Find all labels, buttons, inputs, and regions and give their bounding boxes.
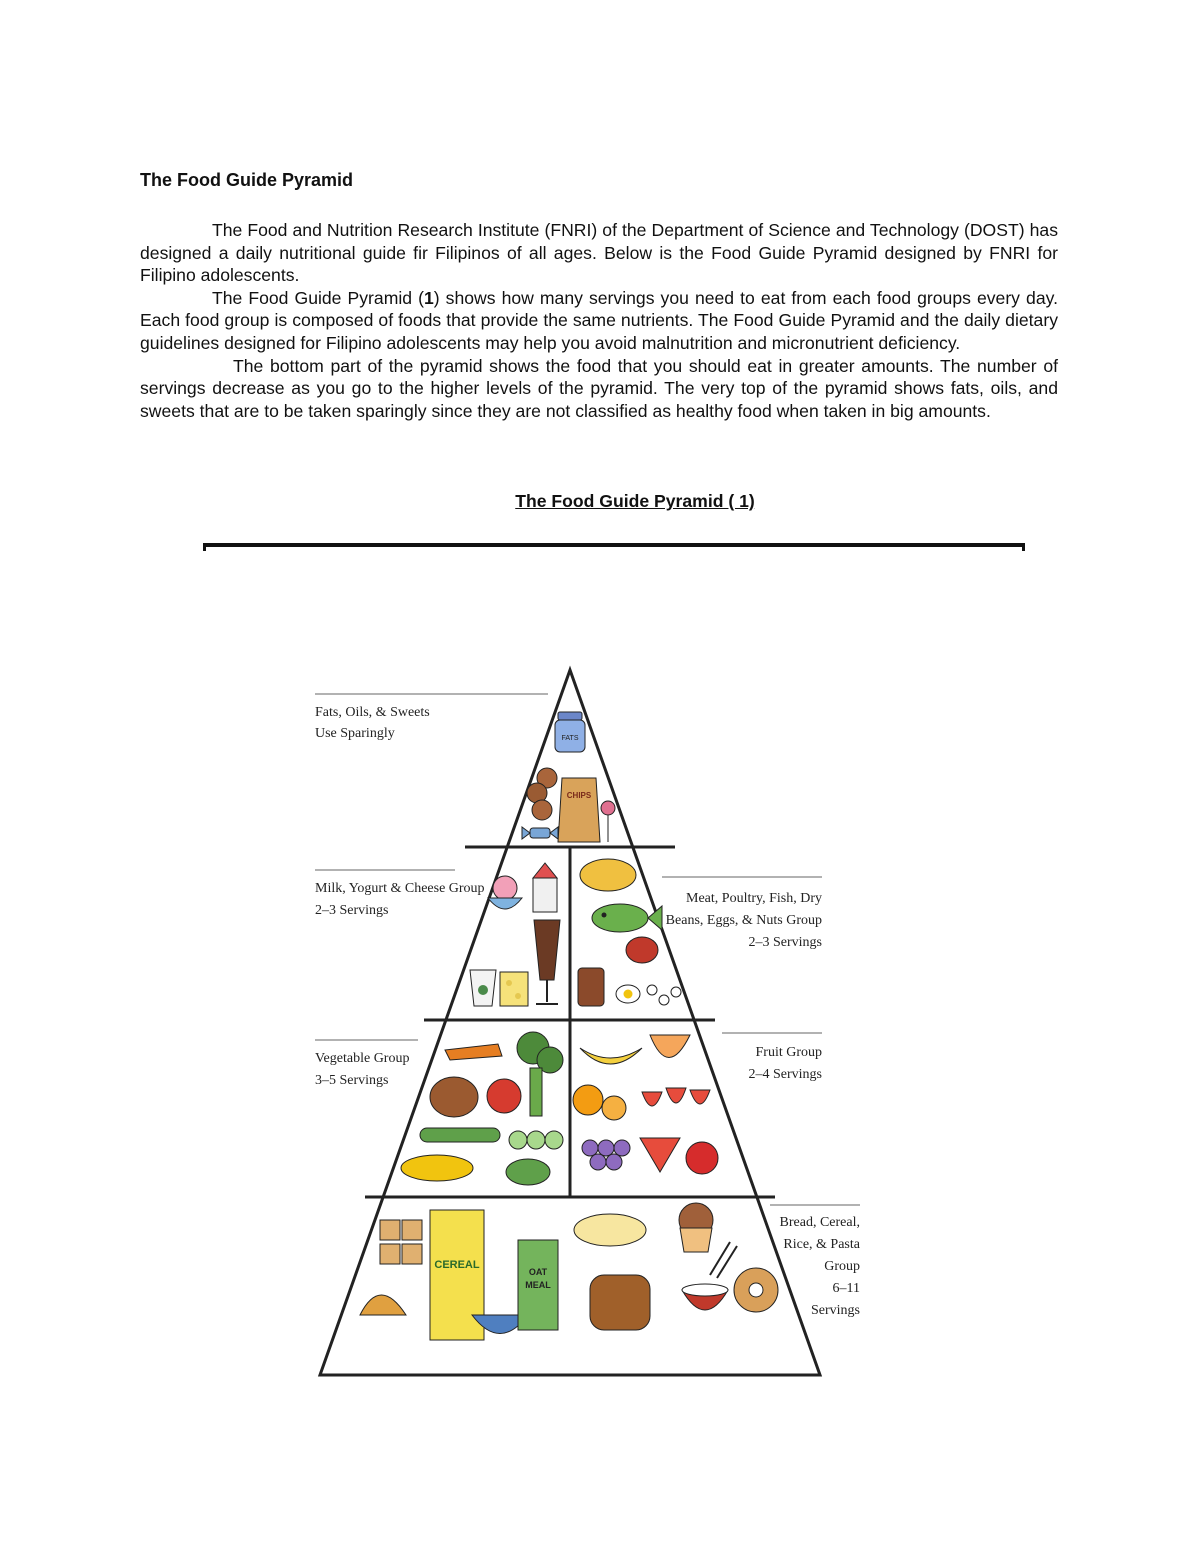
bread-label-line5: Servings: [811, 1303, 860, 1318]
fruit-label-line1: Fruit Group: [755, 1045, 822, 1060]
paragraph-2-rest: ) shows how many servings you need to eat from each food groups every day. Each food group is composed of foods that provide the same nutrients. The Food Guide Pyramid and the daily dietary guidelines designed for Filipino adolescents may help you avoid malnutrition and micronutrient deficiency.: [140, 287, 1058, 353]
peanut-butter-jar-icon: [578, 968, 604, 1006]
egg-icon: [616, 985, 640, 1003]
potato-icon: [430, 1077, 478, 1117]
frame-tick-left: [203, 543, 206, 551]
meat-label-line3: 2–3 Servings: [748, 935, 822, 950]
cereal-box-label: CEREAL: [434, 1259, 480, 1271]
bread-label-line3: Group: [824, 1259, 860, 1274]
vegetable-label-line2: 3–5 Servings: [315, 1073, 389, 1088]
fats-jar-icon: [555, 712, 585, 752]
body-text: [140, 219, 1058, 422]
meat-label-line2: Beans, Eggs, & Nuts Group: [665, 913, 822, 928]
food-pyramid-figure: [290, 650, 910, 1390]
cheese-icon: [500, 972, 528, 1006]
figure-ref-number: 1: [423, 287, 434, 308]
pea-pod-icon: [420, 1128, 500, 1142]
cucumber-icon: [509, 1131, 563, 1149]
page-title: The Food Guide Pyramid: [140, 170, 354, 190]
corn-icon: [401, 1155, 473, 1181]
oat-label: OAT: [528, 1267, 548, 1277]
figure-frame-line: [203, 543, 1025, 547]
oatmeal-box-icon: [518, 1240, 558, 1330]
bread-label-line1: Bread, Cereal,: [779, 1215, 860, 1230]
apple-icon: [686, 1142, 718, 1174]
fats-label-line1: Fats, Oils, & Sweets: [315, 705, 430, 720]
tomato-icon: [487, 1079, 521, 1113]
green-pepper-icon: [506, 1159, 550, 1185]
bagel-icon: [734, 1268, 778, 1312]
paragraph-2-start: The Food Guide Pyramid (: [212, 287, 424, 308]
chips-bag-icon: [558, 778, 600, 842]
bread-label-line4: 6–11: [832, 1281, 860, 1296]
steak-icon: [626, 937, 658, 963]
milk-label-line2: 2–3 Servings: [315, 903, 389, 918]
vegetable-label-line1: Vegetable Group: [315, 1051, 410, 1066]
milk-label-line1: Milk, Yogurt & Cheese Group: [315, 881, 485, 896]
fruit-label-line2: 2–4 Servings: [748, 1067, 822, 1082]
muffin-icon: [679, 1203, 713, 1252]
figure-caption: The Food Guide Pyramid ( 1): [515, 491, 755, 511]
paragraph-2: [140, 287, 1058, 355]
paragraph-3: The bottom part of the pyramid shows the food that you should eat in greater amounts. The number of servings decrease as you go to the higher levels of the pyramid. The very top of the pyramid shows fats, oils, and sweets that are to be taken sparingly since they are not classified as healthy food when taken in big amounts.: [140, 355, 1058, 421]
yogurt-cup-icon: [470, 970, 496, 1006]
chicken-icon: [580, 859, 636, 891]
frame-tick-right: [1022, 543, 1025, 551]
fats-jar-label: FATS: [561, 735, 579, 742]
bread-label-line2: Rice, & Pasta: [783, 1237, 860, 1252]
fats-label-line2: Use Sparingly: [315, 726, 395, 741]
food-pyramid-illustration: [290, 650, 910, 1390]
bread-loaf-icon: [590, 1275, 650, 1330]
meal-label: MEAL: [525, 1280, 551, 1290]
chips-label: CHIPS: [566, 791, 592, 800]
paragraph-1: The Food and Nutrition Research Institute (FNRI) of the Department of Science and Technology (DOST) has designed a daily nutritional guide fir Filipinos of all ages. Below is the Food Guide Pyramid designed by FNRI for Filipino adolescents.: [140, 220, 1058, 286]
pasta-plate-icon: [574, 1214, 646, 1246]
meat-label-line1: Meat, Poultry, Fish, Dry: [686, 891, 822, 906]
